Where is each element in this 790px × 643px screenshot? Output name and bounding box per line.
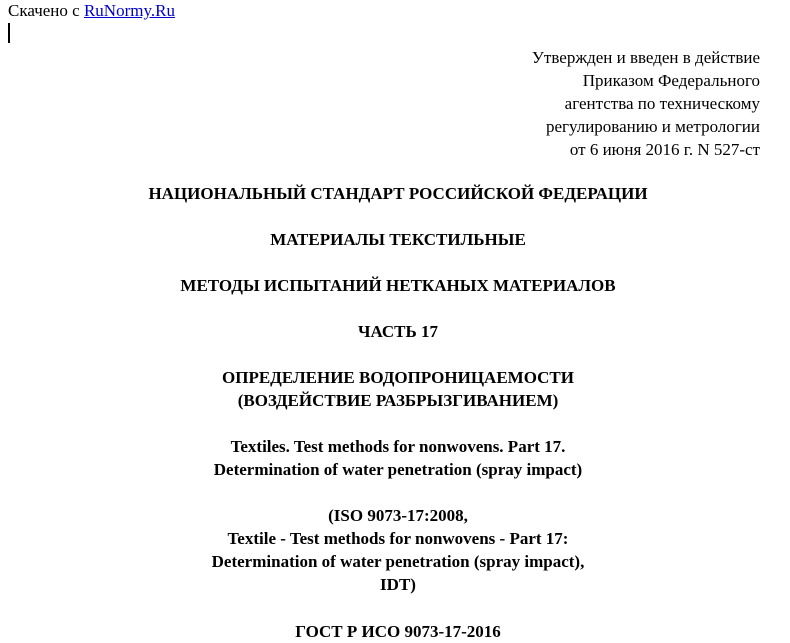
subject-line-1: ОПРЕДЕЛЕНИЕ ВОДОПРОНИЦАЕМОСТИ bbox=[222, 368, 574, 387]
methods-heading-text: МЕТОДЫ ИСПЫТАНИЙ НЕТКАНЫХ МАТЕРИАЛОВ bbox=[180, 276, 616, 295]
approval-line: от 6 июня 2016 г. N 527-ст bbox=[569, 140, 760, 159]
english-title-line-2: Determination of water penetration (spray impact) bbox=[213, 460, 583, 479]
english-title bbox=[0, 435, 790, 481]
text-cursor bbox=[8, 23, 10, 43]
standard-heading bbox=[0, 182, 790, 205]
iso-reference-line-3: Determination of water penetration (spray impact), bbox=[211, 552, 585, 571]
iso-reference bbox=[0, 504, 790, 596]
iso-reference-line-4: IDT) bbox=[380, 575, 416, 594]
runormy-link[interactable]: RuNormy.Ru bbox=[83, 1, 175, 20]
materials-heading-text: МАТЕРИАЛЫ ТЕКСТИЛЬНЫЕ bbox=[270, 230, 526, 249]
subject-line-2: (ВОЗДЕЙСТВИЕ РАЗБРЫЗГИВАНИЕМ) bbox=[237, 391, 559, 410]
part-heading-text: ЧАСТЬ 17 bbox=[357, 322, 438, 341]
iso-reference-line-1: (ISO 9073-17:2008, bbox=[328, 506, 468, 525]
gost-number bbox=[0, 620, 790, 643]
gost-number-text: ГОСТ Р ИСО 9073-17-2016 bbox=[295, 622, 501, 641]
approval-line: агентства по техническому bbox=[564, 94, 760, 113]
methods-heading bbox=[0, 274, 790, 297]
part-heading bbox=[0, 320, 790, 343]
iso-reference-line-2: Textile - Test methods for nonwovens - Part 17: bbox=[227, 529, 569, 548]
source-prefix: Скачено с bbox=[8, 1, 84, 20]
standard-heading-text: НАЦИОНАЛЬНЫЙ СТАНДАРТ РОССИЙСКОЙ ФЕДЕРАЦИИ bbox=[148, 184, 648, 203]
approval-line: регулированию и метрологии bbox=[545, 117, 760, 136]
approval-block bbox=[532, 46, 760, 161]
english-title-line-1: Textiles. Test methods for nonwovens. Part 17. bbox=[230, 437, 566, 456]
materials-heading bbox=[0, 228, 790, 251]
subject-heading bbox=[0, 366, 790, 412]
approval-line: Утвержден и введен в действие bbox=[531, 48, 760, 67]
source-line bbox=[8, 1, 175, 21]
approval-line: Приказом Федерального bbox=[582, 71, 760, 90]
